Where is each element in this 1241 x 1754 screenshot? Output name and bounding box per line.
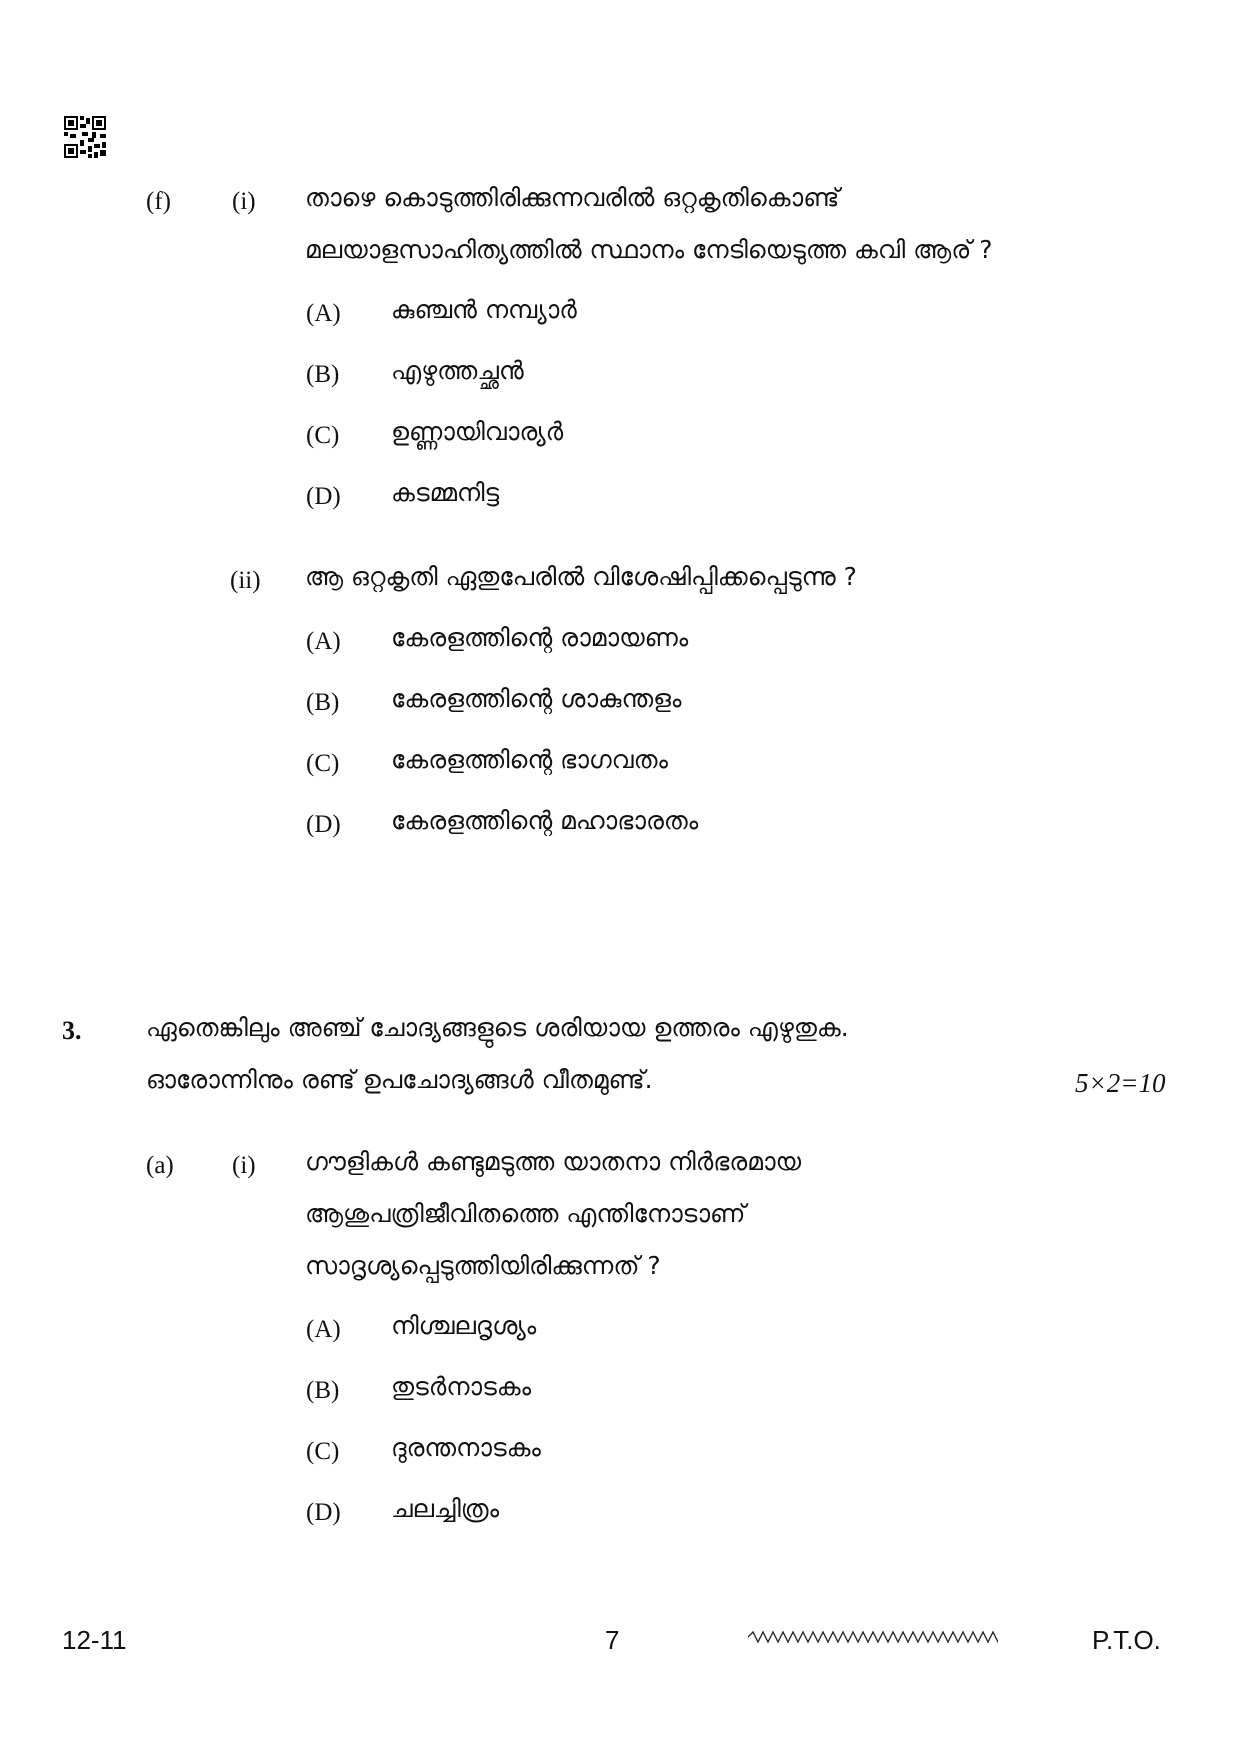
page-number: 7	[605, 1625, 620, 1655]
question-text: ഗൗളികൾ കണ്ടുമടുത്ത യാതനാ നിർഭരമായ	[305, 1147, 802, 1176]
option-text: കേരളത്തിന്റെ മഹാഭാരതം	[391, 806, 699, 835]
option-text: കേരളത്തിന്റെ ശാകുന്തളം	[391, 684, 682, 713]
option-label: (C)	[306, 422, 340, 449]
option-text: കേരളത്തിന്റെ ഭാഗവതം	[391, 745, 668, 774]
pto-label: P.T.O.	[1092, 1625, 1161, 1655]
marks-allocation: 5×2=10	[1075, 1068, 1166, 1098]
wavy-line-decoration	[748, 1630, 998, 1644]
option-text: എഴുത്തച്ഛൻ	[391, 356, 524, 385]
option-label: (A)	[306, 300, 341, 327]
question-label: (a)	[146, 1152, 174, 1179]
option-label: (B)	[306, 361, 340, 388]
option-label: (A)	[306, 1316, 341, 1343]
option-text: ചലച്ചിത്രം	[391, 1494, 500, 1523]
option-label: (B)	[306, 1377, 340, 1404]
option-text: ഉണ്ണായിവാര്യർ	[391, 417, 564, 446]
option-text: ദുരന്തനാടകം	[391, 1433, 541, 1462]
subpart-label: (i)	[232, 1152, 256, 1179]
option-label: (C)	[306, 1438, 340, 1465]
option-label: (A)	[306, 628, 341, 655]
instruction-text: ഏതെങ്കിലും അഞ്ച് ചോദ്യങ്ങളുടെ ശരിയായ ഉത്തരം എഴുതുക.	[146, 1013, 849, 1042]
question-text: സാദൃശ്യപ്പെടുത്തിയിരിക്കുന്നത് ?	[305, 1251, 661, 1280]
option-text: തുടർനാടകം	[391, 1372, 532, 1401]
question-text: താഴെ കൊടുത്തിരിക്കുന്നവരിൽ ഒറ്റകൃതികൊണ്ട്	[305, 183, 840, 212]
question-label: (f)	[146, 188, 171, 215]
question-text: ആ ഒറ്റകൃതി ഏതുപേരിൽ വിശേഷിപ്പിക്കപ്പെടുന്നു ?	[305, 562, 857, 591]
option-label: (B)	[306, 689, 340, 716]
paper-code: 12-11	[62, 1625, 127, 1655]
option-text: കേരളത്തിന്റെ രാമായണം	[391, 623, 689, 652]
option-text: നിശ്ചലദൃശ്യം	[391, 1311, 537, 1340]
option-label: (D)	[306, 1499, 341, 1526]
option-text: കുഞ്ചൻ നമ്പ്യാർ	[391, 295, 577, 324]
subpart-label: (i)	[232, 188, 256, 215]
subpart-label: (ii)	[230, 567, 261, 594]
question-text: മലയാളസാഹിത്യത്തിൽ സ്ഥാനം നേടിയെടുത്ത കവി ആര് ?	[305, 235, 993, 264]
qr-code-icon	[64, 116, 106, 158]
option-text: കടമ്മനിട്ട	[391, 478, 500, 507]
option-label: (C)	[306, 750, 340, 777]
question-number: 3.	[62, 1016, 82, 1045]
question-text: ആശുപത്രിജീവിതത്തെ എന്തിനോടാണ്	[305, 1199, 746, 1228]
instruction-text: ഓരോന്നിനും രണ്ട് ഉപചോദ്യങ്ങൾ വീതമുണ്ട്.	[146, 1065, 653, 1094]
option-label: (D)	[306, 811, 341, 838]
option-label: (D)	[306, 483, 341, 510]
